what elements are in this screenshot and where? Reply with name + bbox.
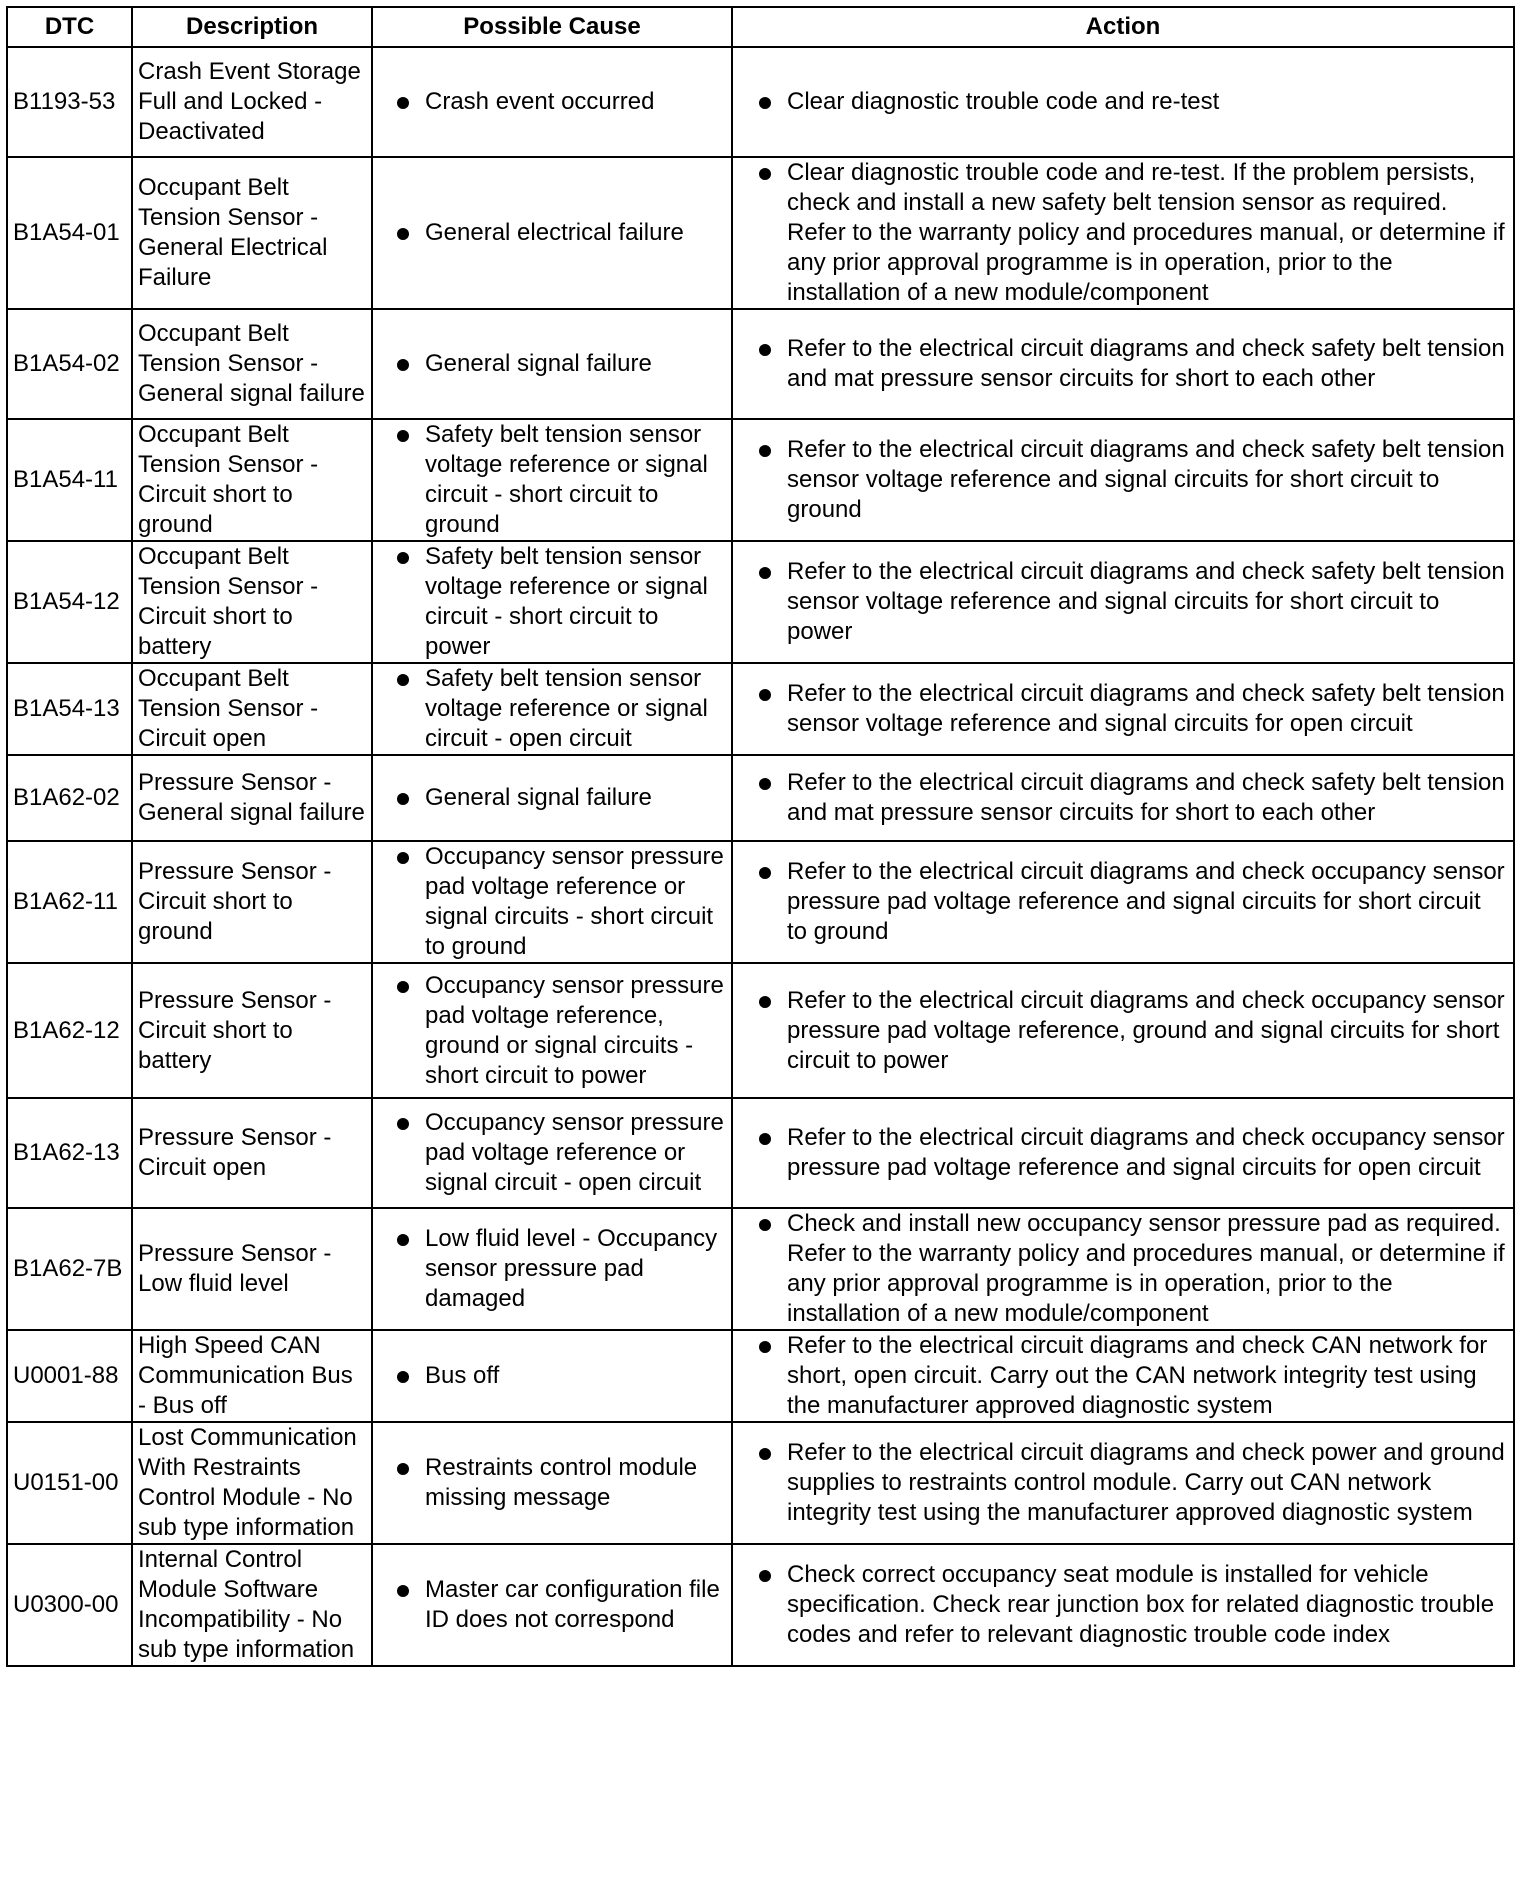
action-text: Check and install new occupancy sensor pressure pad as required. Refer to the warranty policy and procedures manual, or determine if any prior approval programme is in operation, prior to the installation of a new module/component [757,1209,1507,1329]
possible-cause-text: Safety belt tension sensor voltage reference or signal circuit - open circuit [395,664,725,754]
dtc-code: B1A54-12 [7,541,132,663]
dtc-description: Pressure Sensor - Low fluid level [132,1208,372,1330]
action-text: Clear diagnostic trouble code and re-test. If the problem persists, check and install a new safety belt tension sensor as required. Refer to the warranty policy and procedures manual, or determine if any prior approval programme is in operation, prior to the installation of a new module/component [757,158,1507,308]
possible-cause-text: Occupancy sensor pressure pad voltage reference or signal circuits - short circuit to ground [395,842,725,962]
action [732,309,1514,419]
dtc-code: B1A54-01 [7,157,132,309]
table-row [7,963,1514,1098]
action-text: Check correct occupancy seat module is installed for vehicle specification. Check rear junction box for related diagnostic trouble codes and refer to relevant diagnostic trouble code index [757,1560,1507,1650]
action-text: Refer to the electrical circuit diagrams and check safety belt tension sensor voltage reference and signal circuits for short circuit to power [757,557,1507,647]
possible-cause-text: General signal failure [395,349,725,379]
dtc-description: Lost Communication With Restraints Control Module - No sub type information [132,1422,372,1544]
possible-cause [372,663,732,755]
dtc-description: Occupant Belt Tension Sensor - Circuit short to battery [132,541,372,663]
table-row [7,419,1514,541]
possible-cause-text: General electrical failure [395,218,725,248]
action [732,963,1514,1098]
dtc-table-container [6,6,1513,1667]
action-text: Refer to the electrical circuit diagrams and check safety belt tension and mat pressure sensor circuits for short to each other [757,768,1507,828]
dtc-description: Pressure Sensor - Circuit short to battery [132,963,372,1098]
possible-cause-text: Master car configuration file ID does not correspond [395,1575,725,1635]
action [732,1330,1514,1422]
possible-cause-text: Safety belt tension sensor voltage reference or signal circuit - short circuit to power [395,542,725,662]
possible-cause [372,309,732,419]
possible-cause [372,963,732,1098]
dtc-description: Occupant Belt Tension Sensor - General signal failure [132,309,372,419]
dtc-code: B1A54-11 [7,419,132,541]
dtc-code: B1A62-02 [7,755,132,841]
possible-cause-text: General signal failure [395,783,725,813]
possible-cause [372,419,732,541]
possible-cause [372,1098,732,1208]
table-row [7,1208,1514,1330]
action [732,663,1514,755]
possible-cause [372,841,732,963]
possible-cause [372,541,732,663]
action [732,841,1514,963]
dtc-description: Pressure Sensor - Circuit open [132,1098,372,1208]
table-row [7,663,1514,755]
action-text: Refer to the electrical circuit diagrams and check safety belt tension and mat pressure sensor circuits for short to each other [757,334,1507,394]
action-text: Refer to the electrical circuit diagrams and check occupancy sensor pressure pad voltage reference, ground and signal circuits for short circuit to power [757,986,1507,1076]
possible-cause [372,157,732,309]
action [732,47,1514,157]
dtc-description: High Speed CAN Communication Bus - Bus off [132,1330,372,1422]
possible-cause [372,755,732,841]
possible-cause-text: Bus off [395,1361,725,1391]
possible-cause-text: Occupancy sensor pressure pad voltage reference, ground or signal circuits - short circuit to power [395,971,725,1091]
dtc-code: U0300-00 [7,1544,132,1666]
dtc-code: B1193-53 [7,47,132,157]
possible-cause [372,1330,732,1422]
possible-cause-text: Crash event occurred [395,87,725,117]
possible-cause-text: Low fluid level - Occupancy sensor pressure pad damaged [395,1224,725,1314]
dtc-description: Occupant Belt Tension Sensor - Circuit open [132,663,372,755]
table-row [7,541,1514,663]
dtc-code: B1A62-12 [7,963,132,1098]
action-text: Refer to the electrical circuit diagrams and check safety belt tension sensor voltage reference and signal circuits for open circuit [757,679,1507,739]
dtc-code: B1A54-13 [7,663,132,755]
possible-cause-text: Occupancy sensor pressure pad voltage reference or signal circuit - open circuit [395,1108,725,1198]
dtc-description: Crash Event Storage Full and Locked - Deactivated [132,47,372,157]
dtc-description: Internal Control Module Software Incompatibility - No sub type information [132,1544,372,1666]
possible-cause-text: Safety belt tension sensor voltage reference or signal circuit - short circuit to ground [395,420,725,540]
table-row [7,1330,1514,1422]
header-action: Action [732,7,1514,47]
action [732,419,1514,541]
dtc-code: B1A62-7B [7,1208,132,1330]
possible-cause [372,1208,732,1330]
possible-cause-text: Restraints control module missing message [395,1453,725,1513]
action-text: Refer to the electrical circuit diagrams and check CAN network for short, open circuit. Carry out the CAN network integrity test using the manufacturer approved diagnostic system [757,1331,1507,1421]
dtc-table [6,6,1515,1667]
dtc-description: Occupant Belt Tension Sensor - Circuit short to ground [132,419,372,541]
action-text: Refer to the electrical circuit diagrams and check safety belt tension sensor voltage reference and signal circuits for short circuit to ground [757,435,1507,525]
dtc-description: Pressure Sensor - Circuit short to ground [132,841,372,963]
dtc-code: U0151-00 [7,1422,132,1544]
table-row [7,755,1514,841]
header-row [7,7,1514,47]
header-possible-cause: Possible Cause [372,7,732,47]
action-text: Clear diagnostic trouble code and re-test [757,87,1507,117]
table-row [7,1544,1514,1666]
dtc-code: U0001-88 [7,1330,132,1422]
action-text: Refer to the electrical circuit diagrams and check occupancy sensor pressure pad voltage reference and signal circuits for short circuit to ground [757,857,1507,947]
table-row [7,841,1514,963]
possible-cause [372,1422,732,1544]
dtc-code: B1A54-02 [7,309,132,419]
table-row [7,1422,1514,1544]
possible-cause [372,1544,732,1666]
table-row [7,309,1514,419]
dtc-code: B1A62-13 [7,1098,132,1208]
possible-cause [372,47,732,157]
action [732,541,1514,663]
header-dtc: DTC [7,7,132,47]
action [732,755,1514,841]
dtc-description: Occupant Belt Tension Sensor - General Electrical Failure [132,157,372,309]
action [732,1098,1514,1208]
action-text: Refer to the electrical circuit diagrams and check occupancy sensor pressure pad voltage reference and signal circuits for open circuit [757,1123,1507,1183]
table-row [7,157,1514,309]
header-description: Description [132,7,372,47]
dtc-description: Pressure Sensor - General signal failure [132,755,372,841]
action [732,1544,1514,1666]
dtc-code: B1A62-11 [7,841,132,963]
action [732,1208,1514,1330]
action-text: Refer to the electrical circuit diagrams and check power and ground supplies to restraints control module. Carry out CAN network integrity test using the manufacturer approved diagnostic system [757,1438,1507,1528]
action [732,1422,1514,1544]
action [732,157,1514,309]
table-row [7,47,1514,157]
table-row [7,1098,1514,1208]
